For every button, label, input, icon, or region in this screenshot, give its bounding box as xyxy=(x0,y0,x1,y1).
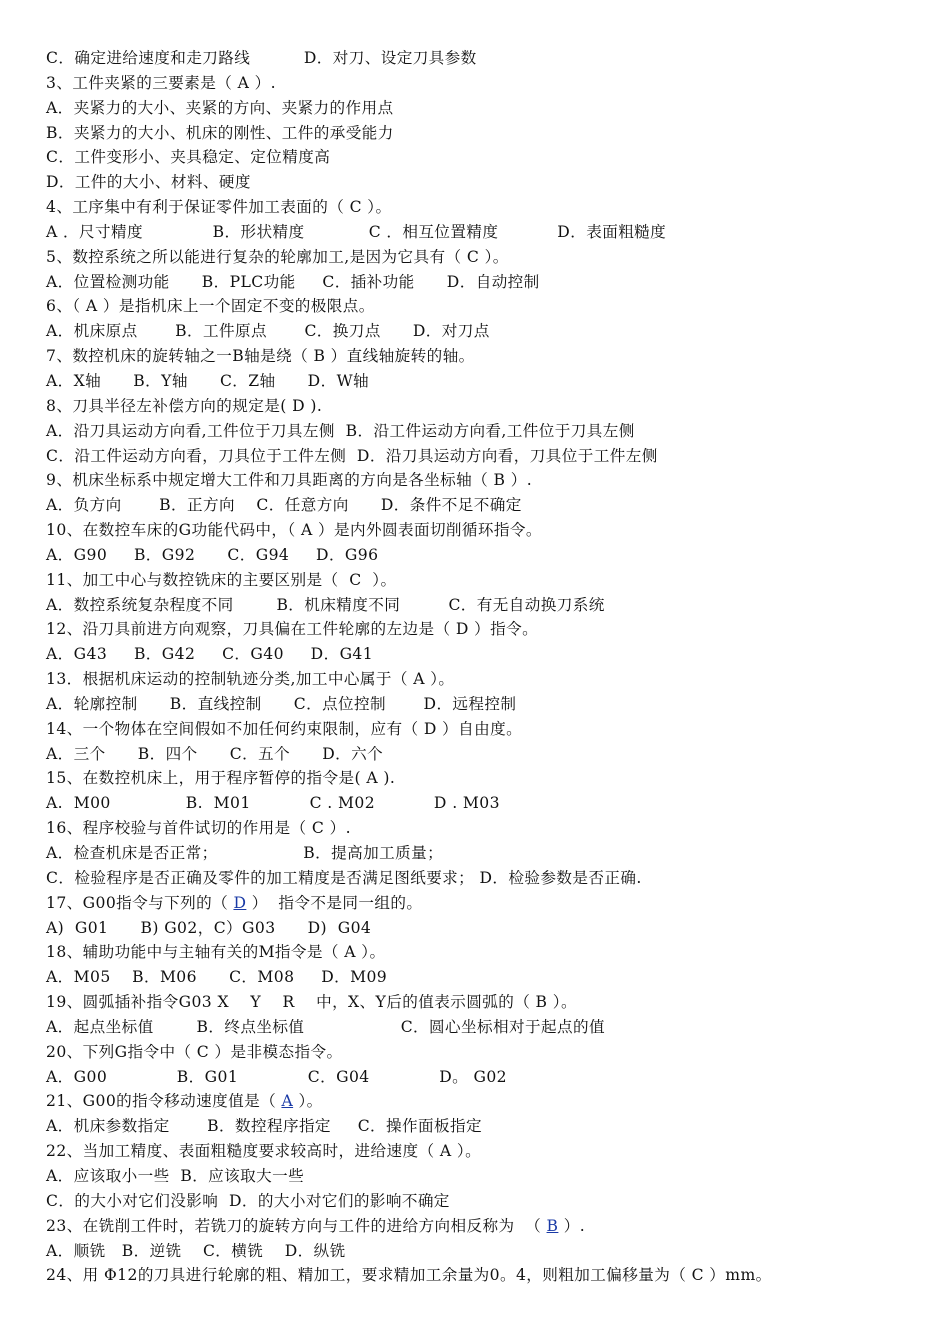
text-line: A．顺铣 B．逆铣 C．横铣 D．纵铣 xyxy=(46,1241,346,1260)
text-line: B．夹紧力的大小、机床的刚性、工件的承受能力 xyxy=(46,123,394,142)
text-line: C．的大小对它们没影响 D．的大小对它们的影响不确定 xyxy=(46,1191,450,1210)
text-line: C．检验程序是否正确及零件的加工精度是否满足图纸要求； D．检验参数是否正确. xyxy=(46,868,642,887)
text-line: A．负方向 B．正方向 C．任意方向 D．条件不足不确定 xyxy=(46,496,522,515)
text-line: A．机床参数指定 B．数控程序指定 C．操作面板指定 xyxy=(46,1117,483,1136)
text-line: 10、在数控车床的G功能代码中，（ A ）是内外圆表面切削循环指令。 xyxy=(46,521,542,540)
underlined-answer: D xyxy=(233,893,247,912)
text-line: A．应该取小一些 B．应该取大一些 xyxy=(46,1166,305,1185)
text-line: 16、程序校验与首件试切的作用是（ C ）. xyxy=(46,819,351,838)
text-line: 8、刀具半径左补偿方向的规定是( D ). xyxy=(46,396,323,415)
text-line: 24、用 Φ12的刀具进行轮廓的粗、精加工，要求精加工余量为0。4，则粗加工偏移量为（ C ）mm。 xyxy=(46,1266,772,1285)
text-line: A．检查机床是否正常； B．提高加工质量； xyxy=(46,844,444,862)
text-line: C．沿工件运动方向看，刀具位于工件左侧 D．沿刀具运动方向看，刀具位于工件左侧 xyxy=(46,446,658,465)
text-line: A．G43 B．G42 C．G40 D．G41 xyxy=(46,645,374,664)
text-line: 9、机床坐标系中规定增大工件和刀具距离的方向是各坐标轴（ B ）. xyxy=(46,471,533,490)
text-line: A. M00 B. M01 C . M02 D . M03 xyxy=(46,794,500,813)
line-text-after: ） 指令不是同一组的。 xyxy=(246,893,423,912)
text-line: A．位置检测功能 B．PLC功能 C．插补功能 D．自动控制 xyxy=(46,272,540,291)
text-line: A．起点坐标值 B．终点坐标值 C．圆心坐标相对于起点的值 xyxy=(46,1017,605,1036)
text-line: C．确定进给速度和走刀路线 D．对刀、设定刀具参数 xyxy=(46,49,477,67)
text-line: 18、辅助功能中与主轴有关的M指令是（ A ）。 xyxy=(46,943,386,962)
line-text-before: 23、在铣削工件时，若铣刀的旋转方向与工件的进给方向相反称为 （ xyxy=(46,1216,547,1235)
text-line: 5、数控系统之所以能进行复杂的轮廓加工,是因为它具有（ C ）。 xyxy=(46,247,509,266)
text-line: A) G01 B) G02，C）G03 D) G04 xyxy=(46,918,372,937)
text-line: A．M05 B．M06 C．M08 D．M09 xyxy=(46,968,388,987)
text-line: 19、圆弧插补指令G03 X Y R 中，X、Y后的值表示圆弧的（ B ）。 xyxy=(46,993,577,1012)
text-line: A．数控系统复杂程度不同 B．机床精度不同 C．有无自动换刀系统 xyxy=(46,595,605,614)
text-line: A．夹紧力的大小、夹紧的方向、夹紧力的作用点 xyxy=(46,98,394,117)
underlined-answer: B xyxy=(546,1216,559,1235)
text-line: 22、当加工精度、表面粗糙度要求较高时，进给速度（ A ）。 xyxy=(46,1142,482,1161)
text-line: A．G00 B．G01 C．G04 D。 G02 xyxy=(46,1067,507,1086)
text-line: A．G90 B．G92 C．G94 D．G96 xyxy=(46,545,379,564)
underlined-answer: A xyxy=(281,1092,294,1111)
text-line xyxy=(46,1214,926,1239)
text-line xyxy=(46,1089,926,1114)
text-line: A ．尺寸精度 B．形状精度 C ．相互位置精度 D．表面粗糙度 xyxy=(46,222,667,241)
text-line: 6、（ A ）是指机床上一个固定不变的极限点。 xyxy=(46,297,375,316)
text-line xyxy=(46,891,926,916)
text-line: A．机床原点 B．工件原点 C．换刀点 D．对刀点 xyxy=(46,322,490,341)
text-line: 3、工件夹紧的三要素是（ A ）. xyxy=(46,73,276,92)
text-line: A．X轴 B．Y轴 C．Z轴 D．W轴 xyxy=(46,371,369,390)
line-text-after: ）. xyxy=(558,1216,586,1235)
text-line: D．工件的大小、材料、硬度 xyxy=(46,173,251,192)
line-text-before: 17、G00指令与下列的（ xyxy=(46,893,234,912)
text-line: 7、数控机床的旋转轴之一B轴是绕（ B ）直线轴旋转的轴。 xyxy=(46,347,475,366)
text-line: C．工件变形小、夹具稳定、定位精度高 xyxy=(46,148,331,167)
text-line: 14、一个物体在空间假如不加任何约束限制，应有（ D ）自由度。 xyxy=(46,719,523,738)
text-line: 11、加工中心与数控铣床的主要区别是（ C ）。 xyxy=(46,570,397,589)
text-line: A．三个 B．四个 C．五个 D．六个 xyxy=(46,744,384,763)
text-line: 12、沿刀具前进方向观察，刀具偏在工件轮廓的左边是（ D ）指令。 xyxy=(46,620,539,639)
text-line: 20、下列G指令中（ C ）是非模态指令。 xyxy=(46,1042,343,1061)
text-line: 4、工序集中有利于保证零件加工表面的（ C ）。 xyxy=(46,198,392,217)
text-line: A．沿刀具运动方向看,工件位于刀具左侧 B．沿工件运动方向看,工件位于刀具左侧 xyxy=(46,421,635,440)
document-page xyxy=(46,46,926,1288)
text-line: A．轮廓控制 B．直线控制 C．点位控制 D．远程控制 xyxy=(46,694,517,713)
line-text-after: ）。 xyxy=(293,1092,323,1111)
line-text-before: 21、G00的指令移动速度值是（ xyxy=(46,1092,282,1111)
text-line: 15、在数控机床上，用于程序暂停的指令是( A ). xyxy=(46,769,396,788)
text-line: 13．根据机床运动的控制轨迹分类,加工中心属于（ A ）。 xyxy=(46,670,455,689)
